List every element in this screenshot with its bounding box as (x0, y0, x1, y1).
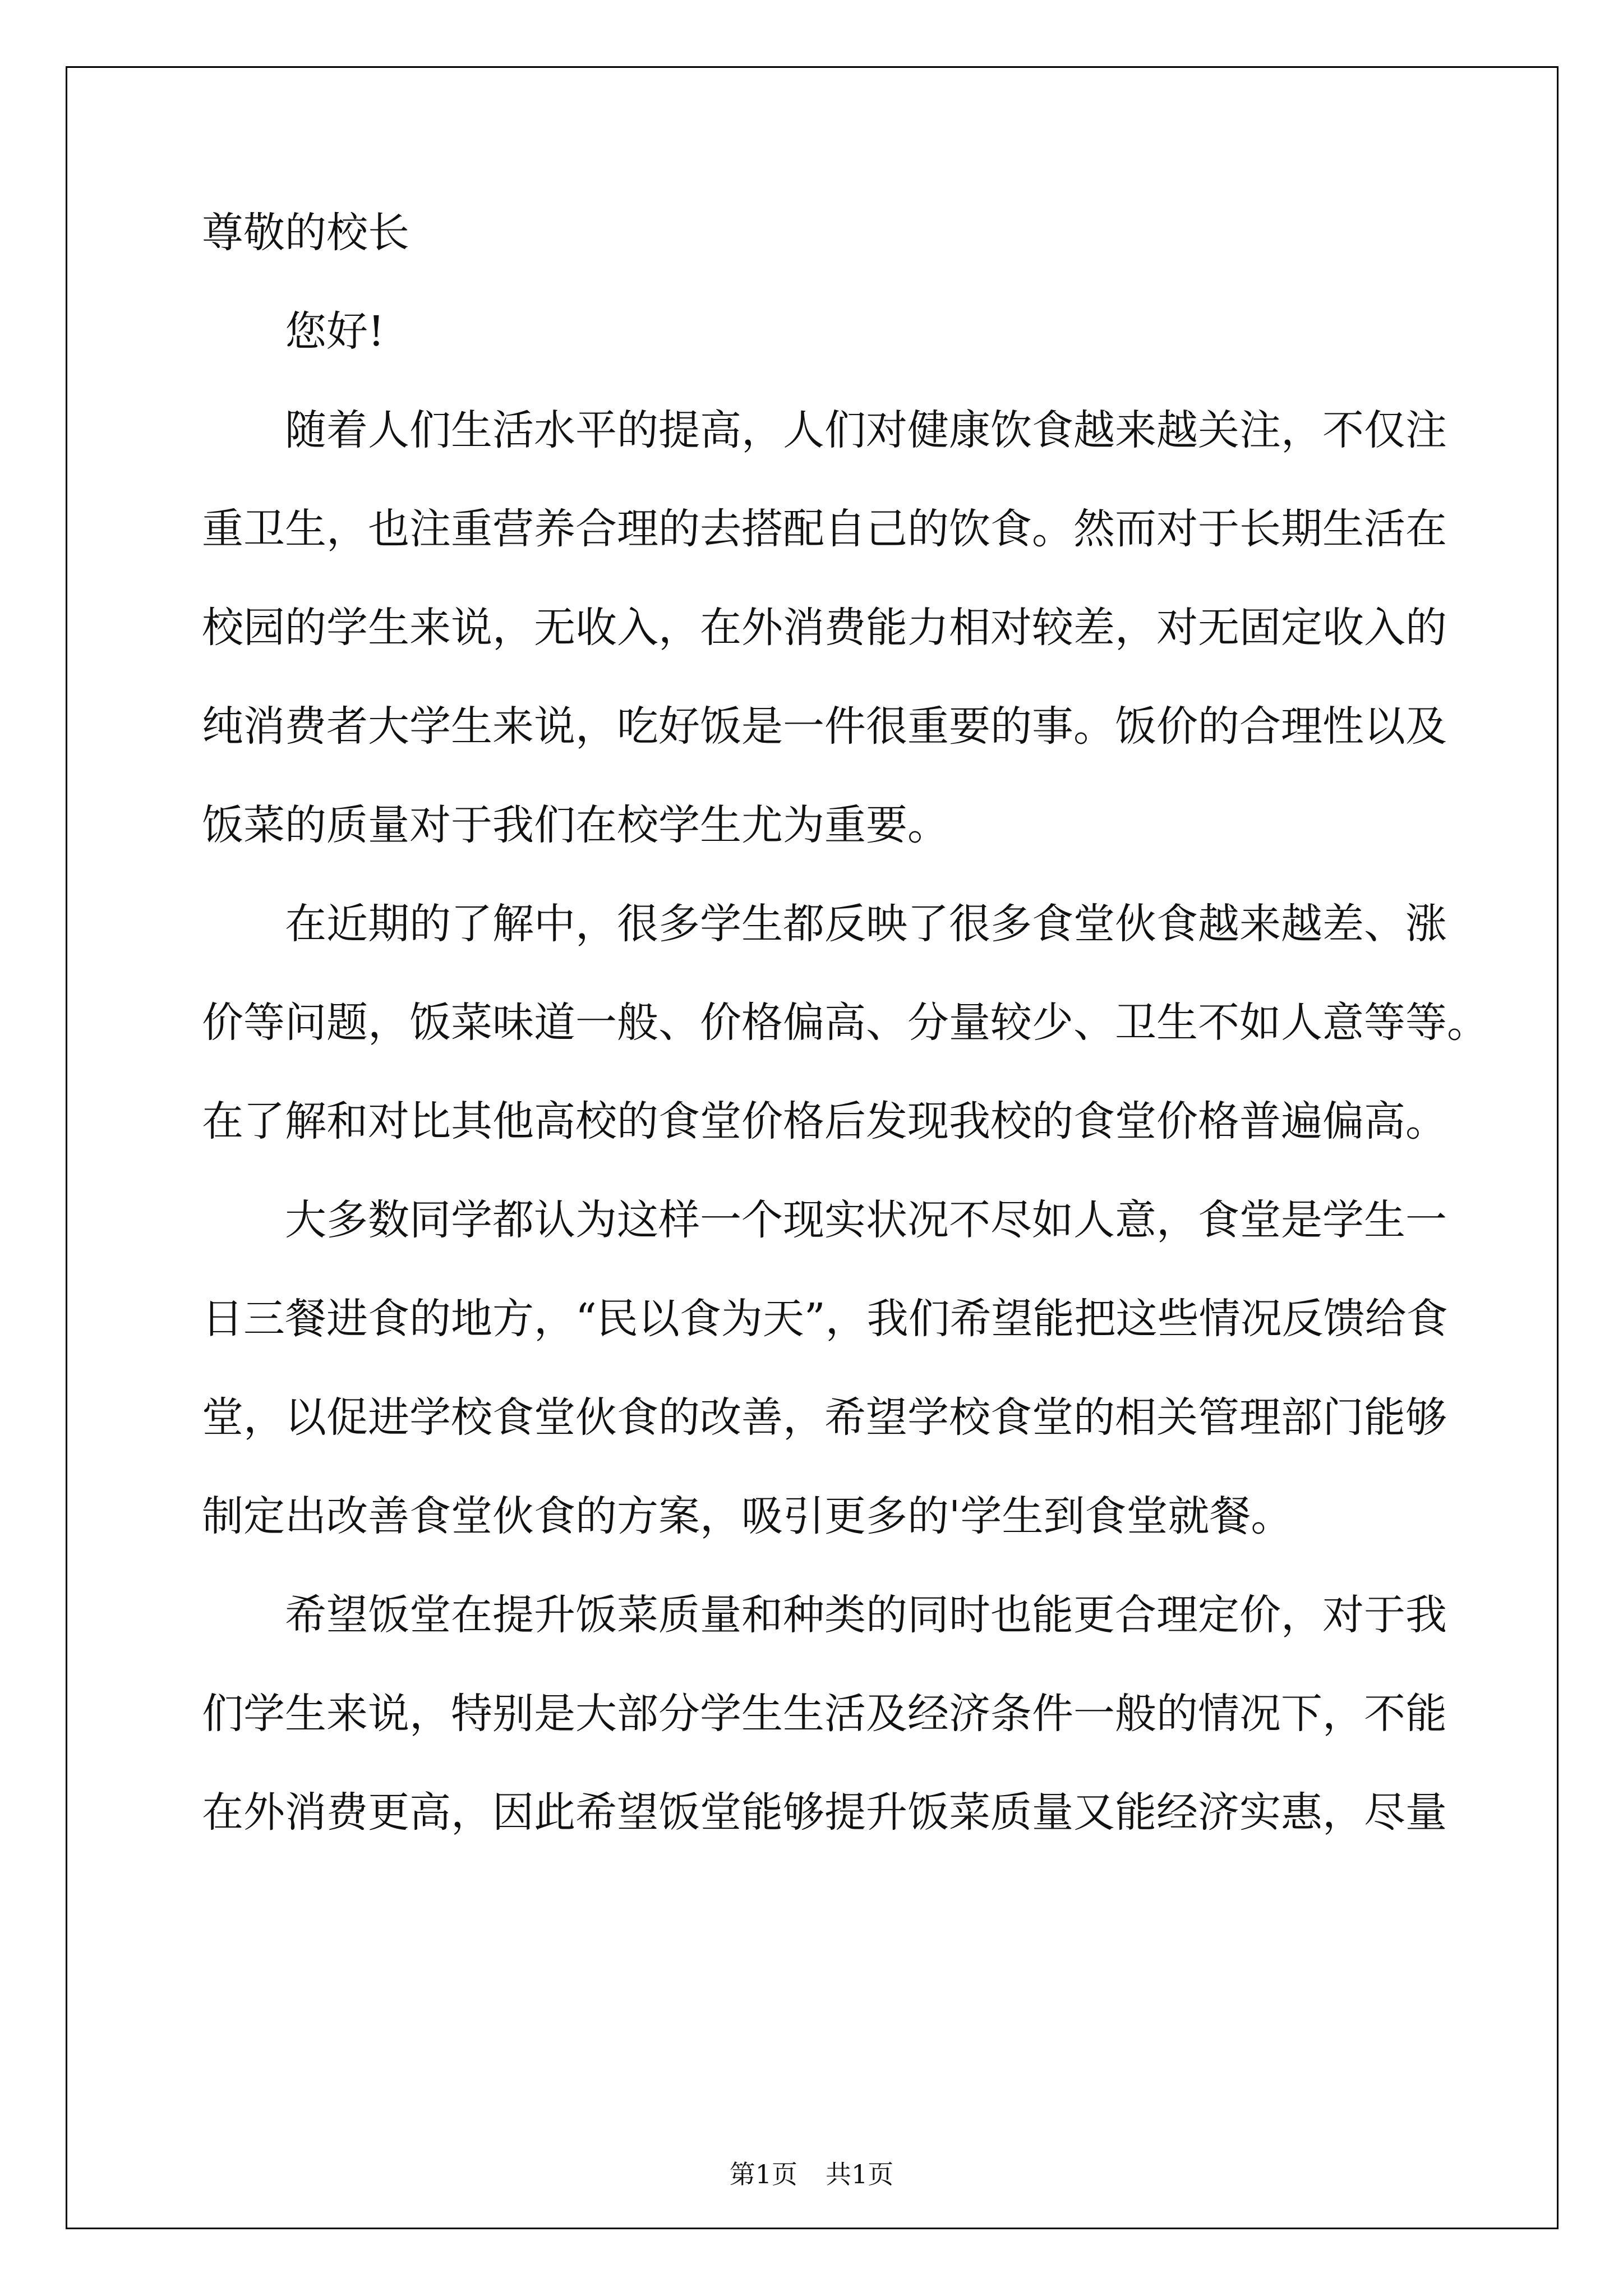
salutation: 尊敬的校长 (202, 209, 409, 257)
letter-body (202, 209, 1488, 1890)
body-line: 纯消费者大学生来说，吃好饭是一件很重要的事。饭价的合理性以及 (202, 702, 1447, 751)
body-line: 堂，以促进学校食堂伙食的改善，希望学校食堂的相关管理部门能够 (202, 1393, 1447, 1442)
body-line: 制定出改善食堂伙食的方案，吸引更多的'学生到食堂就餐。 (202, 1492, 1293, 1540)
body-line: 价等问题，饭菜味道一般、价格偏高、分量较少、卫生不如人意等等。 (202, 999, 1488, 1047)
body-line: 校园的学生来说，无收入，在外消费能力相对较差，对无固定收入的 (202, 604, 1447, 652)
body-line: 饭菜的质量对于我们在校学生尤为重要。 (202, 801, 949, 849)
body-line: 们学生来说，特别是大部分学生生活及经济条件一般的情况下，不能 (202, 1690, 1447, 1738)
body-line: 大多数同学都认为这样一个现实状况不尽如人意，食堂是学生一 (285, 1196, 1447, 1244)
page-footer (0, 2154, 1623, 2191)
body-line: 在外消费更高，因此希望饭堂能够提升饭菜质量又能经济实惠，尽量 (202, 1788, 1447, 1837)
page-total: 共1页 (826, 2159, 894, 2189)
body-line: 希望饭堂在提升饭菜质量和种类的同时也能更合理定价，对于我 (285, 1591, 1447, 1639)
body-line: 在了解和对比其他高校的食堂价格后发现我校的食堂价格普遍偏高。 (202, 1097, 1447, 1145)
body-line: 重卫生，也注重营养合理的去搭配自己的饮食。然而对于长期生活在 (202, 505, 1447, 553)
body-line: 随着人们生活水平的提高，人们对健康饮食越来越关注，不仅注 (285, 406, 1447, 454)
body-line: 在近期的了解中，很多学生都反映了很多食堂伙食越来越差、涨 (285, 900, 1447, 948)
greeting: 您好! (285, 307, 385, 356)
body-line: 日三餐进食的地方，“民以食为天”，我们希望能把这些情况反馈给食 (202, 1295, 1448, 1343)
page-number: 第1页 (729, 2159, 797, 2189)
